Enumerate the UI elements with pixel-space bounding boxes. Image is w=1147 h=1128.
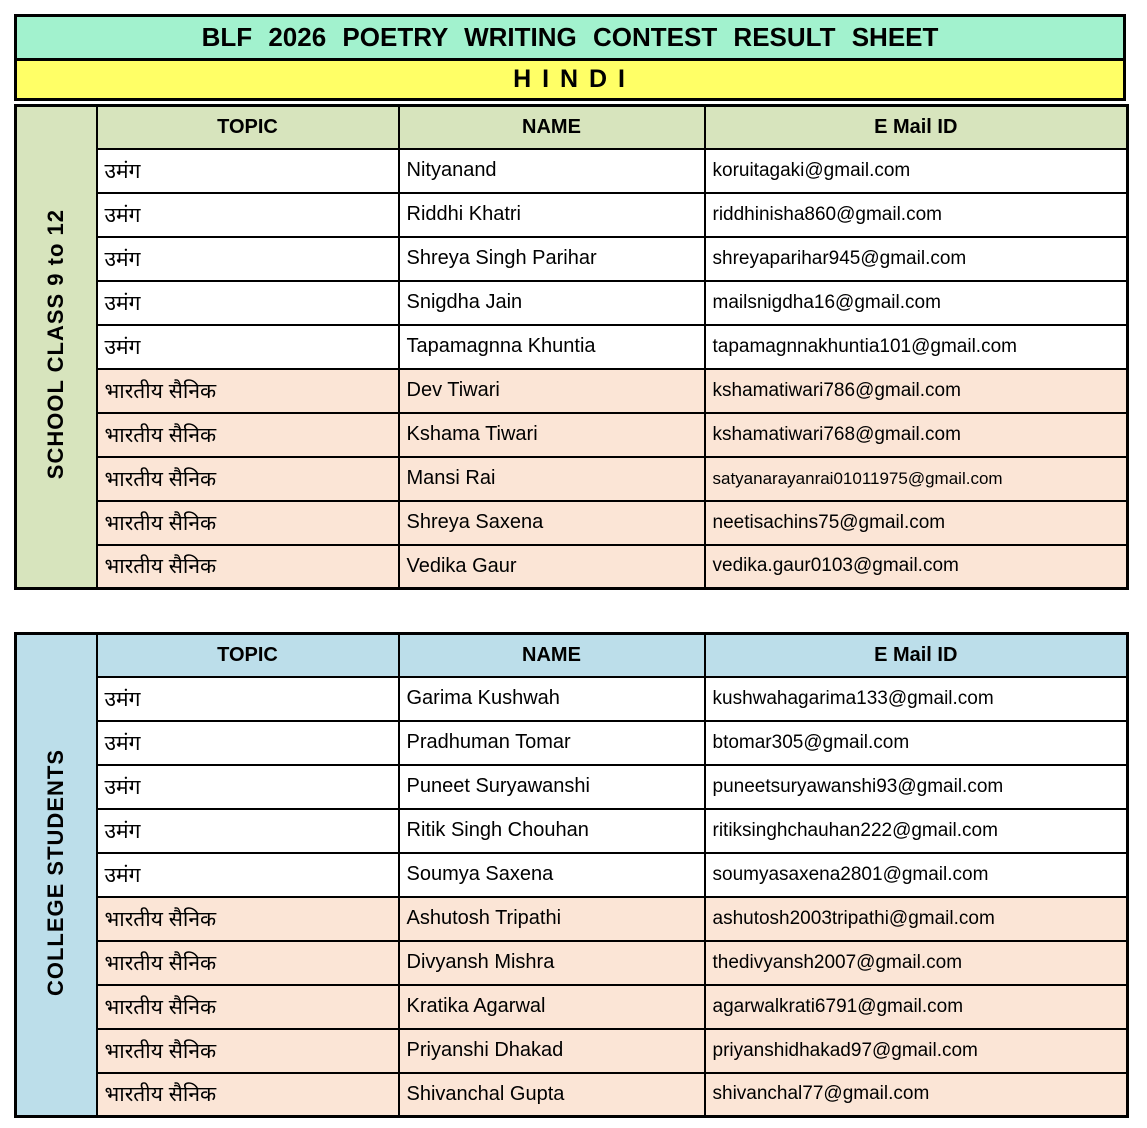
table-row — [16, 325, 1128, 369]
topic-cell: भारतीय सैनिक — [97, 369, 399, 413]
name-cell: Nityanand — [399, 149, 705, 193]
section-side-label-text: COLLEGE STUDENTS — [43, 748, 69, 996]
table-row — [16, 413, 1128, 457]
name-cell: Kshama Tiwari — [399, 413, 705, 457]
name-cell: Garima Kushwah — [399, 677, 705, 721]
table-row — [16, 985, 1128, 1029]
name-cell: Divyansh Mishra — [399, 941, 705, 985]
table-row — [16, 853, 1128, 897]
email-cell: puneetsuryawanshi93@gmail.com — [705, 765, 1128, 809]
topic-cell: भारतीय सैनिक — [97, 413, 399, 457]
email-cell: riddhinisha860@gmail.com — [705, 193, 1128, 237]
name-cell: Priyanshi Dhakad — [399, 1029, 705, 1073]
table-row — [16, 281, 1128, 325]
table-row — [16, 765, 1128, 809]
name-cell: Shivanchal Gupta — [399, 1073, 705, 1117]
table-row — [16, 1073, 1128, 1117]
email-cell: tapamagnnakhuntia101@gmail.com — [705, 325, 1128, 369]
email-cell: agarwalkrati6791@gmail.com — [705, 985, 1128, 1029]
topic-cell: भारतीय सैनिक — [97, 457, 399, 501]
column-header-email: E Mail ID — [705, 634, 1128, 677]
table-row — [16, 721, 1128, 765]
name-cell: Soumya Saxena — [399, 853, 705, 897]
topic-cell: उमंग — [97, 765, 399, 809]
topic-cell: भारतीय सैनिक — [97, 941, 399, 985]
topic-cell: उमंग — [97, 237, 399, 281]
section-side-label — [16, 106, 97, 589]
email-cell: shreyaparihar945@gmail.com — [705, 237, 1128, 281]
topic-cell: उमंग — [97, 677, 399, 721]
topic-cell: उमंग — [97, 721, 399, 765]
section-side-label — [16, 634, 97, 1117]
email-cell: ashutosh2003tripathi@gmail.com — [705, 897, 1128, 941]
topic-cell: भारतीय सैनिक — [97, 1029, 399, 1073]
email-cell: priyanshidhakad97@gmail.com — [705, 1029, 1128, 1073]
email-cell: kshamatiwari786@gmail.com — [705, 369, 1128, 413]
email-cell: vedika.gaur0103@gmail.com — [705, 545, 1128, 589]
email-cell: thedivyansh2007@gmail.com — [705, 941, 1128, 985]
table-row — [16, 369, 1128, 413]
topic-cell: उमंग — [97, 149, 399, 193]
name-cell: Shreya Saxena — [399, 501, 705, 545]
sheet-title: BLF 2026 POETRY WRITING CONTEST RESULT SHEET — [17, 17, 1123, 58]
topic-cell: उमंग — [97, 809, 399, 853]
table-row — [16, 1029, 1128, 1073]
column-header-email: E Mail ID — [705, 106, 1128, 149]
table-header-row — [16, 634, 1128, 677]
result-sheet — [14, 14, 1126, 1118]
name-cell: Kratika Agarwal — [399, 985, 705, 1029]
table-row — [16, 457, 1128, 501]
name-cell: Ritik Singh Chouhan — [399, 809, 705, 853]
table-row — [16, 501, 1128, 545]
topic-cell: भारतीय सैनिक — [97, 501, 399, 545]
table-row — [16, 941, 1128, 985]
language-banner: H I N D I — [17, 58, 1123, 98]
college-table — [14, 632, 1129, 1118]
topic-cell: उमंग — [97, 193, 399, 237]
topic-cell: उमंग — [97, 325, 399, 369]
name-cell: Mansi Rai — [399, 457, 705, 501]
email-cell: satyanarayanrai01011975@gmail.com — [705, 457, 1128, 501]
column-header-name: NAME — [399, 634, 705, 677]
topic-cell: भारतीय सैनिक — [97, 897, 399, 941]
name-cell: Dev Tiwari — [399, 369, 705, 413]
topic-cell: भारतीय सैनिक — [97, 1073, 399, 1117]
topic-cell: उमंग — [97, 281, 399, 325]
table-row — [16, 677, 1128, 721]
email-cell: soumyasaxena2801@gmail.com — [705, 853, 1128, 897]
email-cell: neetisachins75@gmail.com — [705, 501, 1128, 545]
topic-cell: उमंग — [97, 853, 399, 897]
email-cell: kushwahagarima133@gmail.com — [705, 677, 1128, 721]
email-cell: koruitagaki@gmail.com — [705, 149, 1128, 193]
table-row — [16, 193, 1128, 237]
name-cell: Riddhi Khatri — [399, 193, 705, 237]
email-cell: ritiksinghchauhan222@gmail.com — [705, 809, 1128, 853]
topic-cell: भारतीय सैनिक — [97, 985, 399, 1029]
banner-block — [14, 14, 1126, 101]
name-cell: Tapamagnna Khuntia — [399, 325, 705, 369]
table-header-row — [16, 106, 1128, 149]
topic-cell: भारतीय सैनिक — [97, 545, 399, 589]
name-cell: Vedika Gaur — [399, 545, 705, 589]
section-side-label-text: SCHOOL CLASS 9 to 12 — [43, 209, 69, 480]
name-cell: Ashutosh Tripathi — [399, 897, 705, 941]
column-header-topic: TOPIC — [97, 634, 399, 677]
table-row — [16, 545, 1128, 589]
email-cell: mailsnigdha16@gmail.com — [705, 281, 1128, 325]
table-row — [16, 809, 1128, 853]
school-table — [14, 104, 1129, 590]
table-row — [16, 237, 1128, 281]
table-row — [16, 897, 1128, 941]
email-cell: kshamatiwari768@gmail.com — [705, 413, 1128, 457]
email-cell: btomar305@gmail.com — [705, 721, 1128, 765]
table-row — [16, 149, 1128, 193]
name-cell: Pradhuman Tomar — [399, 721, 705, 765]
name-cell: Snigdha Jain — [399, 281, 705, 325]
name-cell: Puneet Suryawanshi — [399, 765, 705, 809]
column-header-name: NAME — [399, 106, 705, 149]
column-header-topic: TOPIC — [97, 106, 399, 149]
email-cell: shivanchal77@gmail.com — [705, 1073, 1128, 1117]
name-cell: Shreya Singh Parihar — [399, 237, 705, 281]
